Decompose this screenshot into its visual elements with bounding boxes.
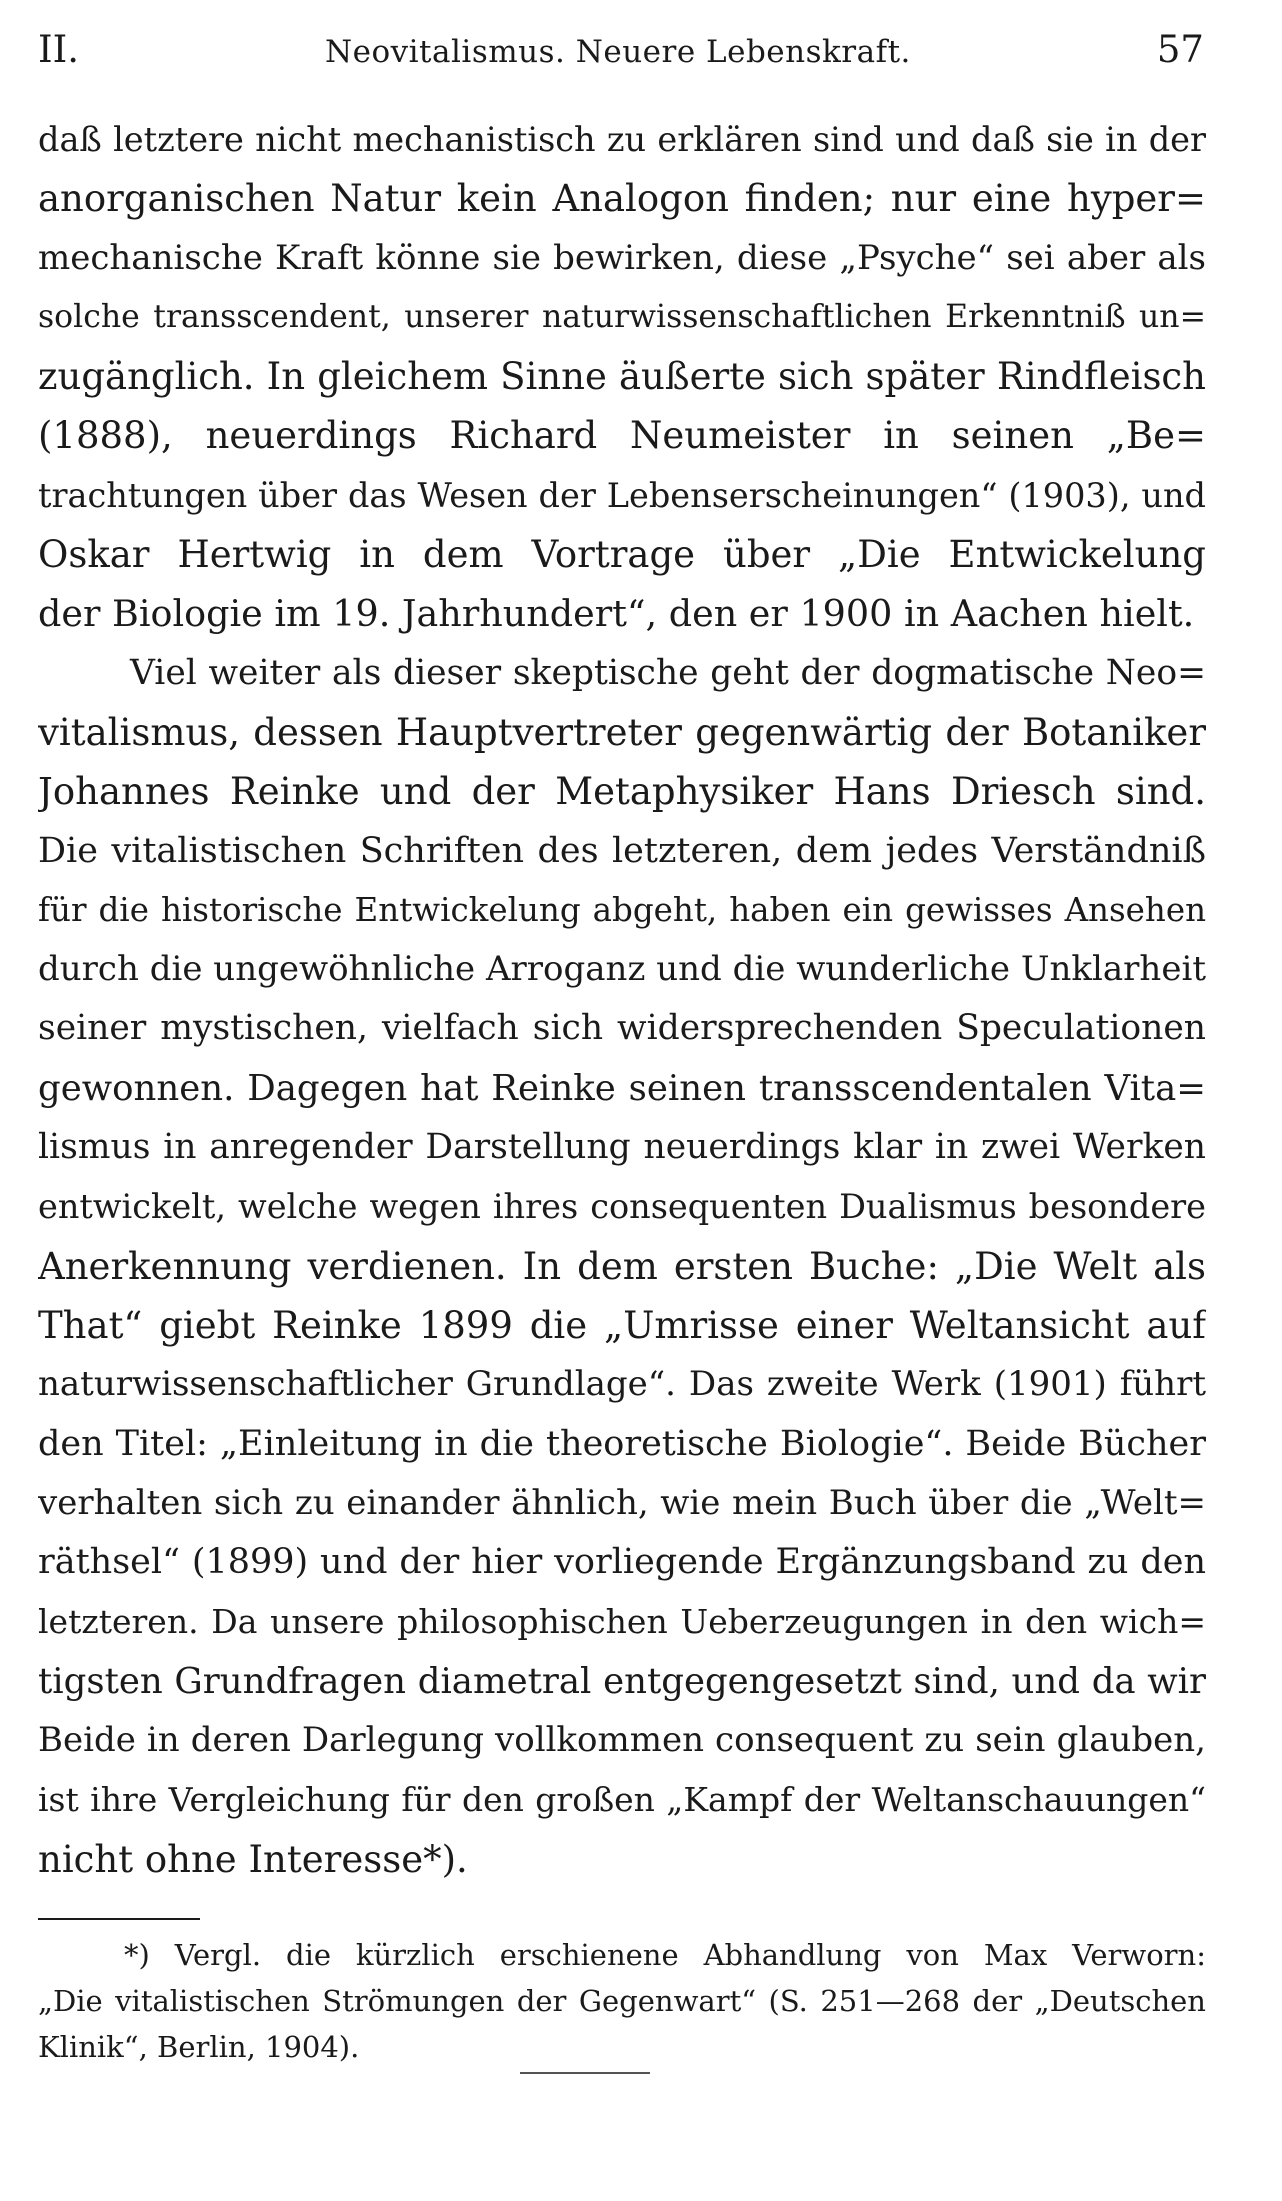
- text-line: räthsel“ (1899) und der hier vorliegende Ergänzungsband zu den: [38, 1542, 1206, 1583]
- text-line: der Biologie im 19. Jahrhundert“, den er 1900 in Aachen hielt.: [38, 592, 1195, 636]
- text-line: ist ihre Vergleichung für den großen „Kampf der Weltanschauungen“: [38, 1780, 1206, 1820]
- text-line: daß letztere nicht mechanistisch zu erklären sind und daß sie in der: [38, 120, 1206, 159]
- text-line: Oskar Hertwig in dem Vortrage über „Die Entwickelung: [38, 533, 1206, 577]
- text-line: entwickelt, welche wegen ihres consequenten Dualismus besondere: [38, 1187, 1206, 1227]
- text-line: verhalten sich zu einander ähnlich, wie mein Buch über die „Welt=: [38, 1482, 1206, 1523]
- text-line: Beide in deren Darlegung vollkommen consequent zu sein glauben,: [38, 1720, 1206, 1761]
- text-line: den Titel: „Einleitung in die theoretische Biologie“. Beide Bücher: [38, 1423, 1206, 1464]
- footnote: [38, 1932, 1206, 2070]
- text-line: (1888), neuerdings Richard Neumeister in seinen „Be=: [38, 414, 1206, 458]
- end-divider: [520, 2072, 650, 2074]
- page-header: [38, 28, 1204, 78]
- text-line: Viel weiter als dieser skeptische geht der dogmatische Neo=: [130, 652, 1206, 693]
- footnote-divider: [38, 1918, 200, 1920]
- text-line: Anerkennung verdienen. In dem ersten Buche: „Die Welt als: [38, 1244, 1206, 1288]
- footnote-line: *) Vergl. die kürzlich erschienene Abhandlung von Max Verworn:: [124, 1938, 1206, 1972]
- text-line: zugänglich. In gleichem Sinne äußerte sich später Rindfleisch: [38, 355, 1206, 399]
- text-line: tigsten Grundfragen diametral entgegengesetzt sind, und da wir: [38, 1660, 1206, 1702]
- text-line: Johannes Reinke und der Metaphysiker Hans Driesch sind.: [38, 770, 1206, 814]
- footnote-line: Klinik“, Berlin, 1904).: [38, 2030, 360, 2064]
- text-line: nicht ohne Interesse*).: [38, 1837, 468, 1881]
- running-title: Neovitalismus. Neuere Lebenskraft.: [325, 34, 911, 70]
- text-line: letzteren. Da unsere philosophischen Ueberzeugungen in den wich=: [38, 1602, 1206, 1642]
- text-line: That“ giebt Reinke 1899 die „Umrisse einer Weltansicht auf: [38, 1303, 1206, 1347]
- body-text: [38, 110, 1206, 1889]
- text-line: durch die ungewöhnliche Arroganz und die wunderliche Unklarheit: [38, 949, 1206, 990]
- page-number: 57: [1156, 28, 1204, 71]
- text-line: seiner mystischen, vielfach sich widersprechenden Speculationen: [38, 1008, 1206, 1049]
- text-line: solche transscendent, unserer naturwissenschaftlichen Erkenntniß un=: [38, 298, 1206, 335]
- chapter-number: II.: [38, 28, 79, 71]
- text-line: naturwissenschaftlicher Grundlage“. Das zweite Werk (1901) führt: [38, 1364, 1206, 1405]
- text-line: anorganischen Natur kein Analogon finden; nur eine hyper=: [38, 177, 1206, 221]
- text-line: vitalismus, dessen Hauptvertreter gegenwärtig der Botaniker: [38, 710, 1206, 754]
- text-line: gewonnen. Dagegen hat Reinke seinen transscendentalen Vita=: [38, 1067, 1206, 1109]
- text-line: trachtungen über das Wesen der Lebenserscheinungen“ (1903), und: [38, 475, 1206, 515]
- footnote-line: „Die vitalistischen Strömungen der Gegenwart“ (S. 251—268 der „Deutschen: [38, 1984, 1206, 2018]
- text-line: mechanische Kraft könne sie bewirken, diese „Psyche“ sei aber als: [38, 237, 1206, 278]
- text-line: für die historische Entwickelung abgeht, haben ein gewisses Ansehen: [38, 890, 1206, 929]
- text-line: Die vitalistischen Schriften des letzteren, dem jedes Verständniß: [38, 830, 1206, 871]
- text-line: lismus in anregender Darstellung neuerdings klar in zwei Werken: [38, 1127, 1206, 1168]
